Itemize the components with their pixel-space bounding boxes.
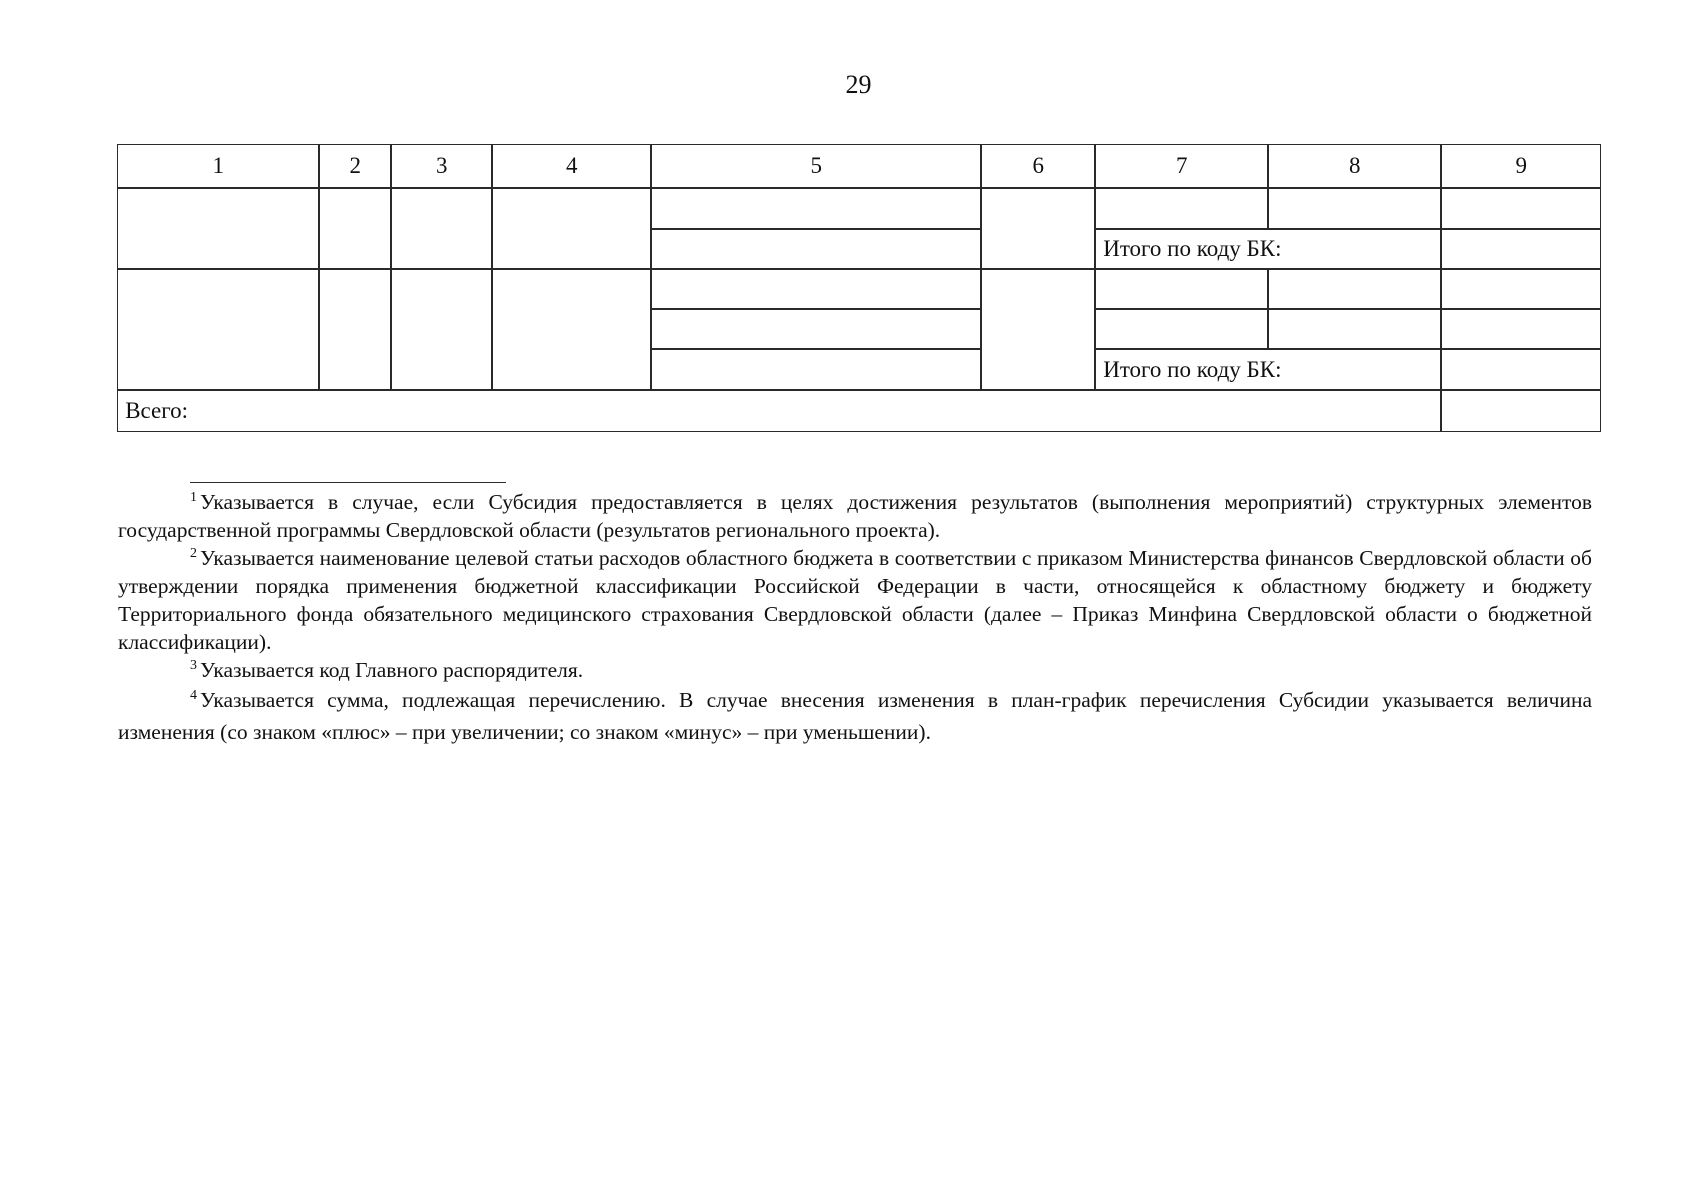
header-cell-1: 1 (117, 144, 319, 188)
header-cell-4: 4 (492, 144, 651, 188)
header-cell-5: 5 (651, 144, 981, 188)
table-cell (1441, 309, 1601, 349)
page-number: 29 (845, 70, 872, 99)
footnote-4 (118, 684, 1592, 748)
footnote-separator (190, 482, 506, 483)
total-label-cell: Всего: (117, 390, 1441, 432)
table-cell (981, 269, 1095, 390)
footnote-text: Указывается сумма, подлежащая перечислению. В случае внесения изменения в план-график перечисления Субсидии указывается величина изменения (со знаком «плюс» – при увеличении; со знаком «минус» – при уменьшении). (118, 688, 1592, 744)
footnote-marker: 1 (190, 490, 197, 505)
total-value-cell (1441, 390, 1601, 432)
table-cell (319, 269, 391, 390)
table-cell (1268, 269, 1441, 309)
table-cell (1095, 309, 1268, 349)
table-cell (391, 188, 492, 269)
footnote-marker: 2 (190, 546, 197, 561)
footnote-text: Указывается в случае, если Субсидия предоставляется в целях достижения результатов (выполнения мероприятий) структурных элементов государственной программы Свердловской области (результатов регионального проекта). (118, 490, 1592, 542)
table-cell (492, 269, 651, 390)
subtotal-label-cell: Итого по коду БК: (1095, 349, 1441, 390)
header-cell-9: 9 (1441, 144, 1601, 188)
footnote-text: Указывается наименование целевой статьи расходов областного бюджета в соответствии с приказом Министерства финансов Свердловской области об утверждении порядка применения бюджетной классификации Российской Федерации в части, относящейся к областному бюджету и бюджету Территориального фонда обязательного медицинского страхования Свердловской области (далее – Приказ Минфина Свердловской области о бюджетной классификации). (118, 546, 1592, 654)
header-cell-8: 8 (1268, 144, 1441, 188)
table-cell (1095, 269, 1268, 309)
footnotes (118, 488, 1592, 748)
subtotal-value-cell (1441, 229, 1601, 269)
subtotal-value-cell (1441, 349, 1601, 390)
table-cell (492, 188, 651, 269)
footnote-1 (118, 488, 1592, 544)
table-cell (319, 188, 391, 269)
footnote-text: Указывается код Главного распорядителя. (200, 658, 584, 682)
header-cell-7: 7 (1095, 144, 1268, 188)
table-cell (1441, 188, 1601, 229)
table-cell (1095, 188, 1268, 229)
footnote-2 (118, 544, 1592, 656)
table-cell (1268, 309, 1441, 349)
table-cell (981, 188, 1095, 269)
table-cell (651, 309, 981, 349)
table-cell (651, 269, 981, 309)
table-cell (391, 269, 492, 390)
table-cell (117, 188, 319, 269)
table-cell (1268, 188, 1441, 229)
footnote-3 (118, 656, 1592, 684)
table-cell (651, 349, 981, 390)
footnote-marker: 4 (190, 688, 197, 703)
header-cell-6: 6 (981, 144, 1095, 188)
table-cell (651, 229, 981, 269)
header-cell-3: 3 (391, 144, 492, 188)
table-cell (1441, 269, 1601, 309)
footnote-marker: 3 (190, 658, 197, 673)
subtotal-label-cell: Итого по коду БК: (1095, 229, 1441, 269)
table-cell (651, 188, 981, 229)
header-cell-2: 2 (319, 144, 391, 188)
table-cell (117, 269, 319, 390)
